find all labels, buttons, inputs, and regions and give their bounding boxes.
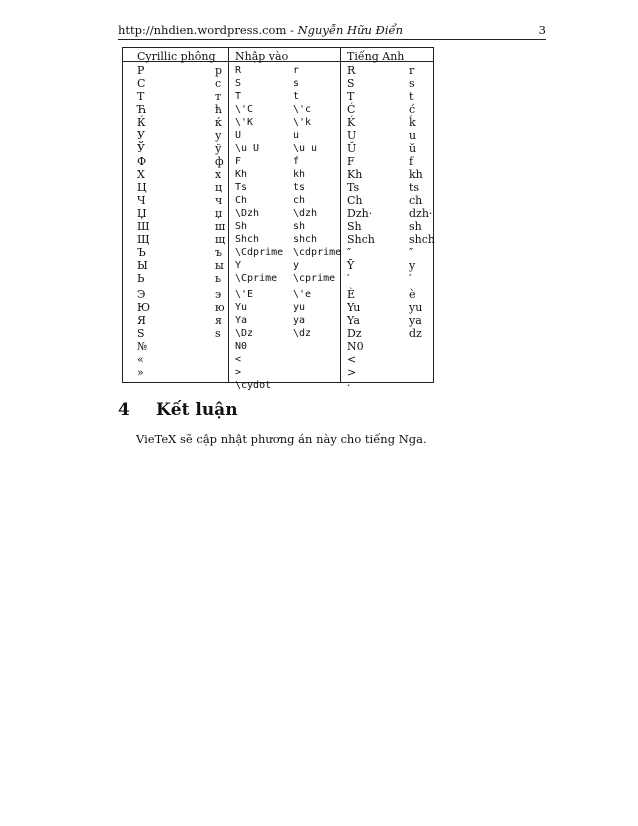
- page-header: [118, 23, 546, 37]
- table-cell: t: [293, 91, 300, 102]
- table-cell: \Cdprime: [235, 247, 284, 258]
- table-cell: ts: [409, 181, 420, 194]
- table-row: [123, 116, 433, 129]
- table-cell: Ы: [137, 259, 148, 272]
- table-row: [123, 340, 433, 353]
- table-cell: u: [293, 130, 300, 141]
- table-row: [123, 259, 433, 272]
- table-row: [123, 64, 433, 77]
- table-cell: «: [137, 353, 144, 366]
- table-cell: y: [409, 259, 416, 272]
- table-cell: Ћ: [137, 103, 147, 116]
- table-row: [123, 246, 433, 259]
- table-cell: Џ: [137, 207, 147, 220]
- table-cell: Y: [235, 260, 242, 271]
- table-cell: ч: [215, 194, 223, 207]
- header-author: Nguyễn Hữu Điển: [297, 23, 403, 37]
- table-row: [123, 301, 433, 314]
- table-cell: Ф: [137, 155, 147, 168]
- table-cell: \u U: [235, 143, 260, 154]
- table-cell: џ: [215, 207, 223, 220]
- table-row: [123, 353, 433, 366]
- table-cell: S: [347, 77, 355, 90]
- table-cell: Ts: [347, 181, 360, 194]
- table-cell: ·: [347, 379, 351, 392]
- table-cell: Ь: [137, 272, 145, 285]
- table-cell: Ъ: [137, 246, 146, 259]
- table-cell: \'C: [235, 104, 254, 115]
- section-title: Kết luận: [156, 400, 238, 420]
- table-cell: kh: [409, 168, 423, 181]
- table-cell: \Dz: [235, 328, 254, 339]
- table-cell: \u u: [293, 143, 318, 154]
- table-cell: ћ: [215, 103, 223, 116]
- table-cell: <: [235, 354, 242, 365]
- table-row: [123, 288, 433, 301]
- table-cell: Ch: [347, 194, 363, 207]
- table-cell: u: [409, 129, 417, 142]
- table-cell: f: [409, 155, 414, 168]
- table-cell: Ch: [235, 195, 248, 206]
- table-cell: S: [235, 78, 242, 89]
- table-cell: \cydot: [235, 380, 272, 391]
- table-cell: ш: [215, 220, 226, 233]
- table-cell: ъ: [215, 246, 222, 259]
- table-cell: y: [293, 260, 300, 271]
- table-row: [123, 272, 433, 285]
- table-cell: Dz: [347, 327, 362, 340]
- header-source: [118, 23, 403, 37]
- table-cell: Ѕ: [137, 327, 145, 340]
- table-cell: ь: [215, 272, 221, 285]
- table-cell: ya: [409, 314, 422, 327]
- table-row: [123, 103, 433, 116]
- table-row: [123, 168, 433, 181]
- table-cell: я: [215, 314, 222, 327]
- table-row: [123, 194, 433, 207]
- table-cell: \'K: [235, 117, 254, 128]
- table-cell: №: [137, 340, 148, 353]
- table-cell: х: [215, 168, 222, 181]
- table-cell: Э: [137, 288, 146, 301]
- table-cell: Ќ: [137, 116, 146, 129]
- table-cell: Ю: [137, 301, 151, 314]
- table-cell: yu: [409, 301, 423, 314]
- table-cell: Sh: [347, 220, 362, 233]
- table-cell: F: [235, 156, 242, 167]
- table-cell: ѕ: [215, 327, 221, 340]
- table-cell: Ts: [235, 182, 248, 193]
- table-cell: R: [347, 64, 356, 77]
- table-cell: dz: [409, 327, 422, 340]
- table-row: [123, 181, 433, 194]
- table-cell: R: [235, 65, 242, 76]
- header-cyrillic: Cyrillic phông: [137, 50, 216, 63]
- table-cell: shch: [409, 233, 435, 246]
- table-cell: Kh: [347, 168, 363, 181]
- transliteration-table: [122, 47, 435, 392]
- table-cell: ы: [215, 259, 224, 272]
- table-cell: Р: [137, 64, 145, 77]
- table-cell: Ȳ: [347, 259, 355, 272]
- table-cell: т: [215, 90, 222, 103]
- table-cell: t: [409, 90, 414, 103]
- table-cell: ya: [293, 315, 306, 326]
- table-cell: ц: [215, 181, 223, 194]
- header-input: Nhập vào: [235, 50, 289, 63]
- table-cell: è: [409, 288, 416, 301]
- table-cell: Shch: [235, 234, 260, 245]
- table-cell: Х: [137, 168, 145, 181]
- table-cell: T: [235, 91, 242, 102]
- table-cell: ch: [409, 194, 423, 207]
- table-cell: dzh·: [409, 207, 433, 220]
- table-cell: ″: [409, 246, 414, 259]
- table-row: [123, 77, 433, 90]
- table-cell: Ḱ: [347, 116, 356, 129]
- table-cell: ф: [215, 155, 224, 168]
- table-row: [123, 314, 433, 327]
- table-cell: F: [347, 155, 355, 168]
- table-cell: ′: [347, 272, 350, 285]
- table-row: [123, 155, 433, 168]
- table-cell: N0: [235, 341, 248, 352]
- table-cell: \dz: [293, 328, 312, 339]
- table-cell: \'e: [293, 289, 312, 300]
- table-cell: yu: [293, 302, 306, 313]
- table-cell: С: [137, 77, 146, 90]
- table-cell: ′: [409, 272, 412, 285]
- table-cell: kh: [293, 169, 306, 180]
- table-cell: Sh: [235, 221, 248, 232]
- table-cell: »: [137, 366, 144, 379]
- table-cell: >: [347, 366, 357, 379]
- section-number: 4: [118, 400, 130, 420]
- table-cell: N0: [347, 340, 364, 353]
- table-cell: ″: [347, 246, 352, 259]
- body-paragraph: VieTeX sẽ cập nhật phương án này cho tiếng Nga.: [136, 432, 427, 446]
- table-cell: \cprime: [293, 273, 336, 284]
- table-cell: ts: [293, 182, 306, 193]
- table-cell: Ŭ: [347, 142, 357, 155]
- page-number: 3: [538, 23, 546, 37]
- table-cell: \Dzh: [235, 208, 260, 219]
- table-cell: >: [235, 367, 242, 378]
- table-cell: sh: [409, 220, 422, 233]
- table-cell: Yu: [235, 302, 248, 313]
- header-english: Tiếng Anh: [347, 50, 405, 63]
- table-cell: Ў: [137, 142, 145, 155]
- table-row: [123, 90, 433, 103]
- table-row: [123, 220, 433, 233]
- table-cell: \Cprime: [235, 273, 278, 284]
- table-cell: f: [293, 156, 300, 167]
- table-cell: shch: [293, 234, 318, 245]
- table-row: [123, 142, 433, 155]
- table-row: [123, 366, 433, 379]
- table-cell: Ya: [347, 314, 360, 327]
- table-cell: \'k: [293, 117, 312, 128]
- table-cell: Щ: [137, 233, 150, 246]
- table-row: [123, 207, 433, 220]
- table-cell: Dzh·: [347, 207, 373, 220]
- table-cell: ŭ: [409, 142, 417, 155]
- table-cell: Т: [137, 90, 145, 103]
- table-cell: \cdprime: [293, 247, 342, 258]
- table-cell: sh: [293, 221, 306, 232]
- table-cell: щ: [215, 233, 226, 246]
- table-cell: ў: [215, 142, 222, 155]
- table-cell: У: [137, 129, 145, 142]
- table-cell: \'E: [235, 289, 254, 300]
- table-cell: s: [409, 77, 415, 90]
- table-cell: с: [215, 77, 222, 90]
- table-cell: È: [347, 288, 356, 301]
- table-row: [123, 379, 433, 392]
- table-cell: Ć: [347, 103, 356, 116]
- table-cell: r: [409, 64, 415, 77]
- table-cell: r: [293, 65, 300, 76]
- table-cell: ć: [409, 103, 416, 116]
- table-cell: ḱ: [409, 116, 416, 129]
- table-cell: Kh: [235, 169, 248, 180]
- table-cell: U: [347, 129, 357, 142]
- table-cell: Ц: [137, 181, 147, 194]
- table-cell: ch: [293, 195, 306, 206]
- table-cell: s: [293, 78, 300, 89]
- table-cell: р: [215, 64, 223, 77]
- table-cell: \dzh: [293, 208, 318, 219]
- table-cell: Я: [137, 314, 146, 327]
- table-cell: ќ: [215, 116, 222, 129]
- table-row: [123, 233, 433, 246]
- table-cell: э: [215, 288, 222, 301]
- table-row: [123, 327, 433, 340]
- header-rule: [118, 39, 546, 40]
- table-cell: Ш: [137, 220, 150, 233]
- table-cell: <: [347, 353, 357, 366]
- table-cell: Ya: [235, 315, 248, 326]
- section-heading: [118, 400, 238, 420]
- table-cell: U: [235, 130, 242, 141]
- table-cell: ю: [215, 301, 225, 314]
- table-cell: \'c: [293, 104, 312, 115]
- table-cell: T: [347, 90, 355, 103]
- table-cell: у: [215, 129, 222, 142]
- table-cell: Yu: [347, 301, 361, 314]
- table-cell: Ч: [137, 194, 146, 207]
- table-cell: Shch: [347, 233, 375, 246]
- table-row: [123, 129, 433, 142]
- header-url: http://nhdien.wordpress.com -: [118, 23, 294, 37]
